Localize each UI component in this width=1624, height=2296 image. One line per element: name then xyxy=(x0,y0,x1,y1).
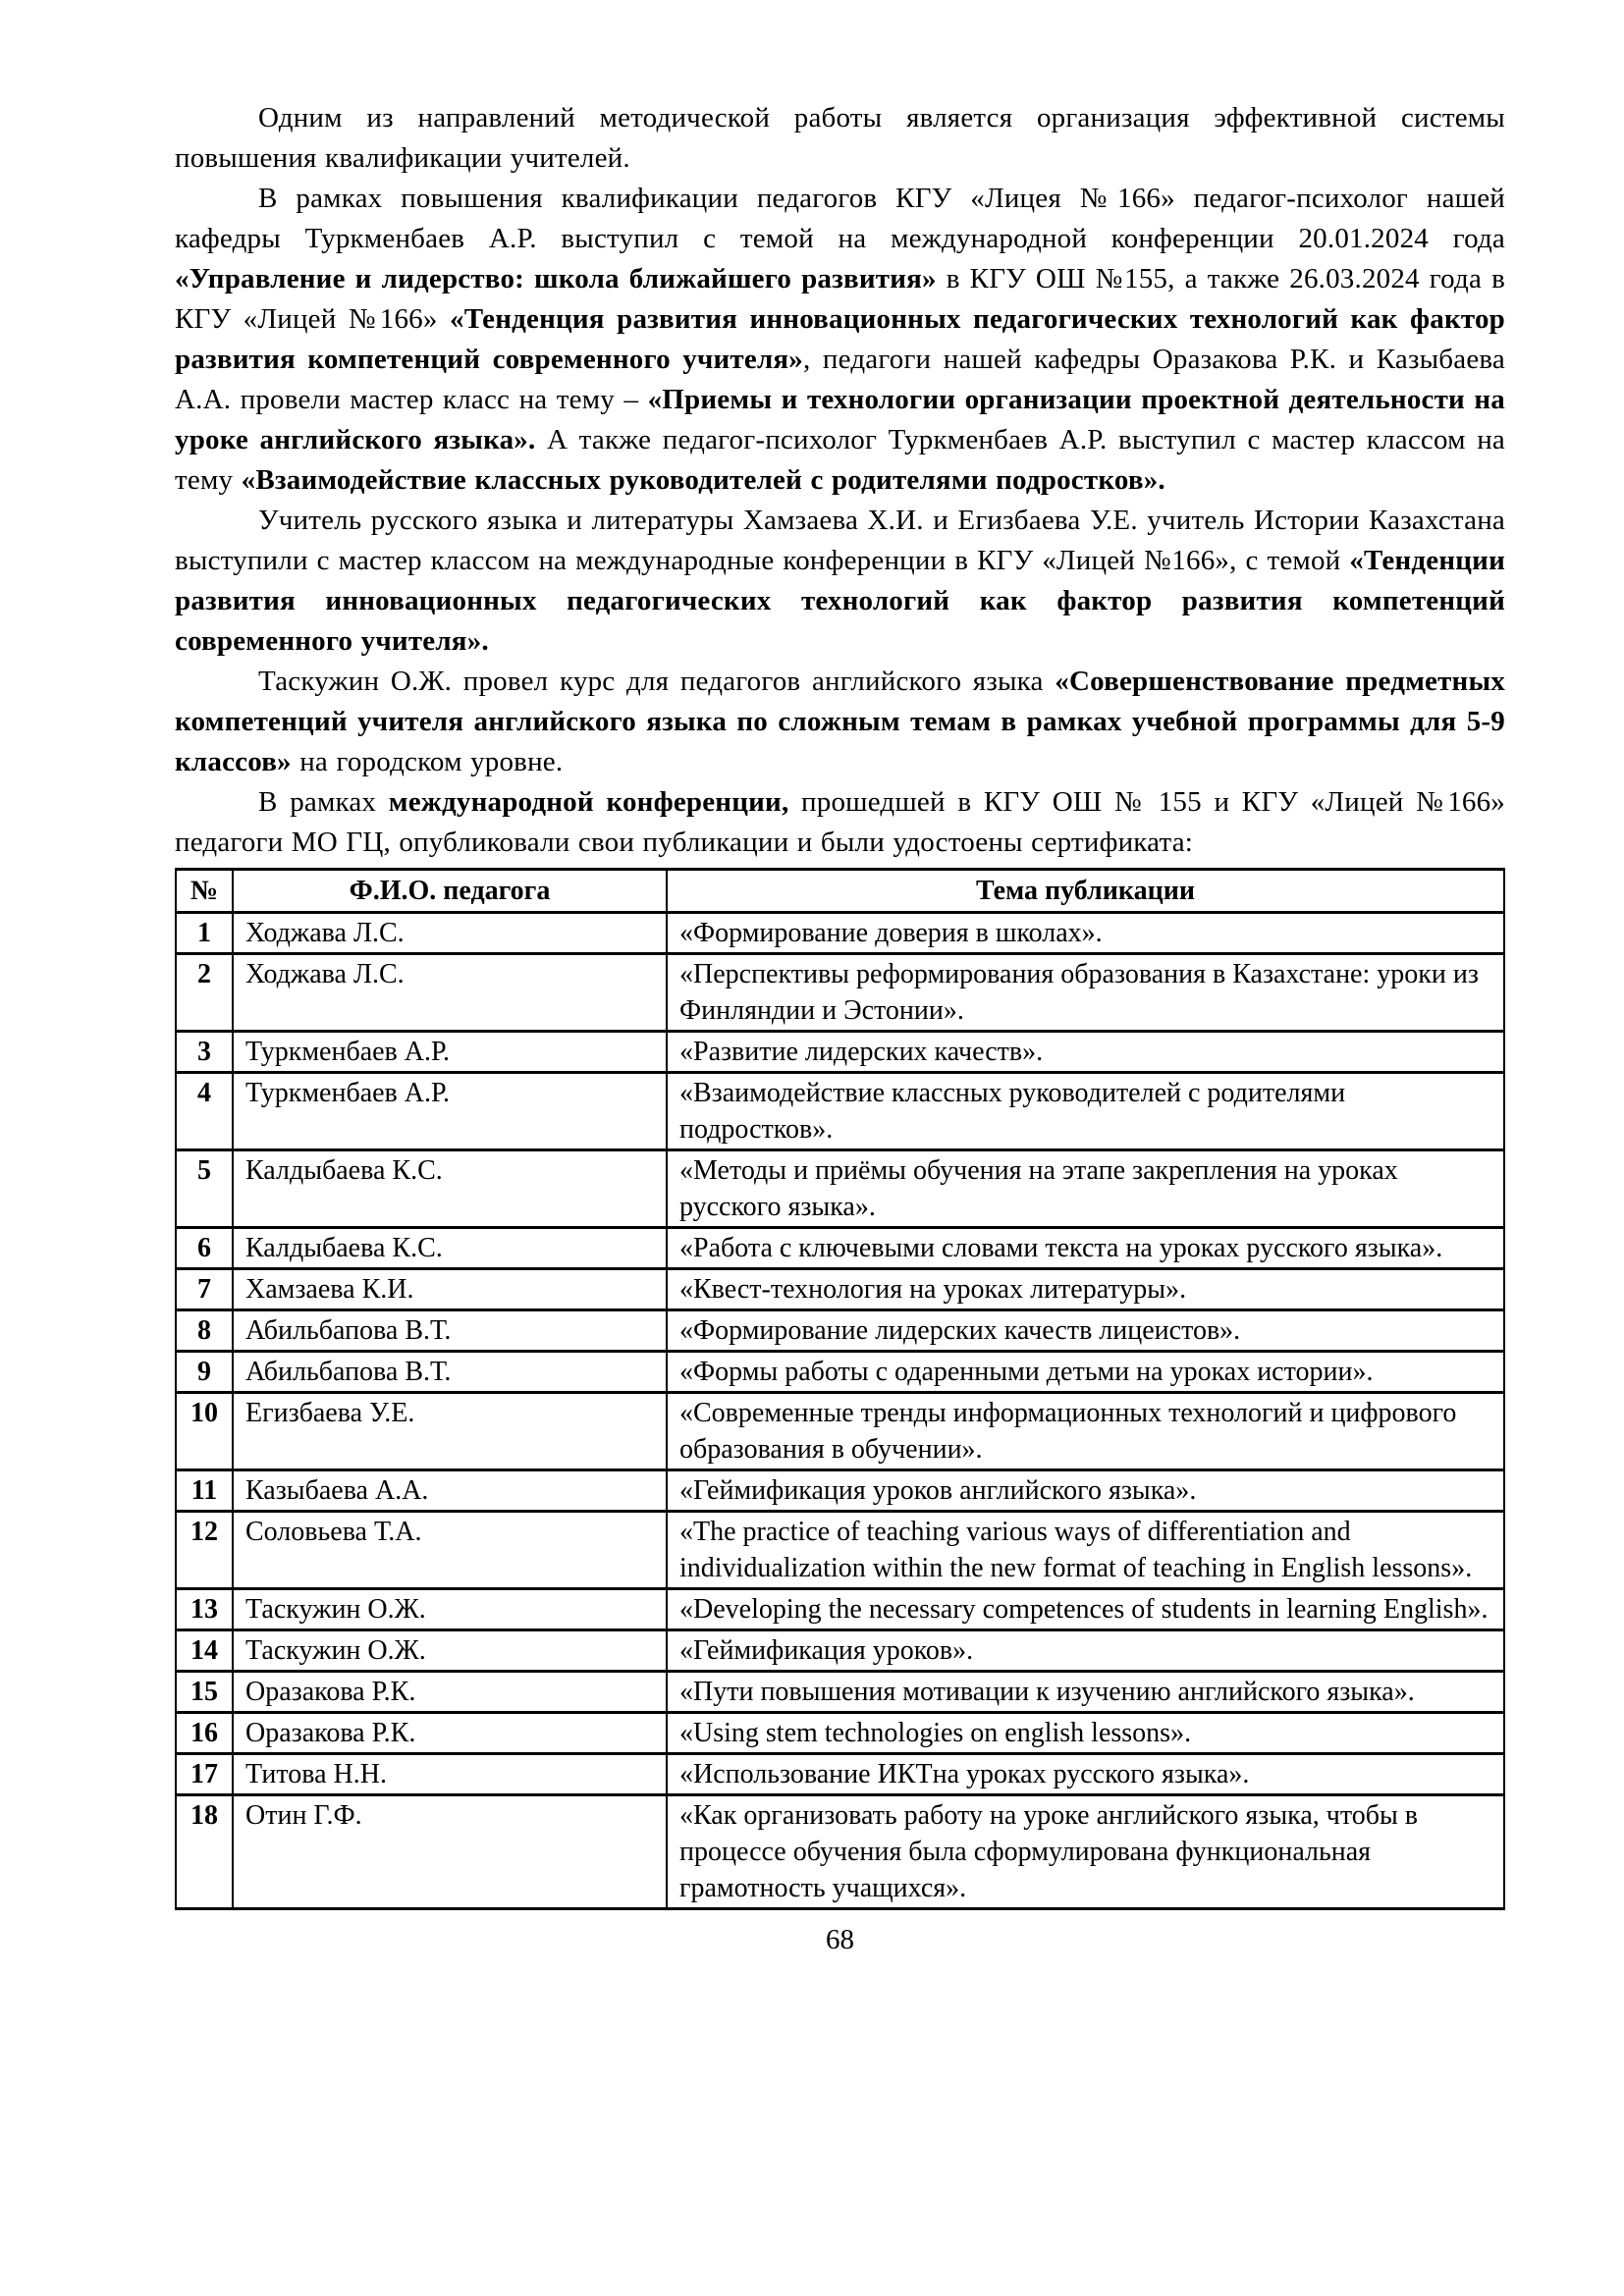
text-run: В рамках xyxy=(258,786,389,818)
publication-topic: «Развитие лидерских качеств». xyxy=(667,1032,1504,1073)
column-header-teacher: Ф.И.О. педагога xyxy=(233,870,667,913)
bold-text-run: «Управление и лидерство: школа ближайшего развития» xyxy=(175,263,937,294)
teacher-name: Казыбаева А.А. xyxy=(233,1470,667,1512)
table-row xyxy=(176,954,1504,1032)
table-row xyxy=(176,1073,1504,1150)
teacher-name: Егизбаева У.Е. xyxy=(233,1393,667,1470)
publication-topic: «Геймификация уроков английского языка». xyxy=(667,1470,1504,1512)
table-row xyxy=(176,1269,1504,1310)
row-number: 3 xyxy=(176,1032,233,1073)
row-number: 8 xyxy=(176,1310,233,1352)
publication-topic: «Формы работы с одаренными детьми на уроках истории». xyxy=(667,1352,1504,1393)
row-number: 15 xyxy=(176,1672,233,1713)
publication-topic: «Using stem technologies on english lessons». xyxy=(667,1713,1504,1754)
row-number: 11 xyxy=(176,1470,233,1512)
paragraph xyxy=(175,98,1505,179)
row-number: 16 xyxy=(176,1713,233,1754)
text-run: прошедшей в КГУ ОШ № 155 и КГУ «Лицей №166» педагоги МО ГЦ, опубликовали свои публикации и были удостоены сертификата: xyxy=(175,786,1505,858)
row-number: 6 xyxy=(176,1228,233,1269)
bold-text-run: международной конференции, xyxy=(388,786,789,818)
body-text xyxy=(175,98,1505,863)
teacher-name: Ходжава Л.С. xyxy=(233,954,667,1032)
table-row xyxy=(176,1470,1504,1512)
paragraph xyxy=(175,662,1505,782)
teacher-name: Калдыбаева К.С. xyxy=(233,1228,667,1269)
publication-topic: «Перспективы реформирования образования в Казахстане: уроки из Финляндии и Эстонии». xyxy=(667,954,1504,1032)
row-number: 14 xyxy=(176,1630,233,1672)
teacher-name: Туркменбаев А.Р. xyxy=(233,1032,667,1073)
text-run: Таскужин О.Ж. провел курс для педагогов английского языка xyxy=(258,666,1056,697)
table-row xyxy=(176,1589,1504,1630)
bold-text-run: «Приемы и технологии организации проектной деятельности на уроке английского языка». xyxy=(175,384,1506,455)
column-header-number: № xyxy=(176,870,233,913)
publication-topic: «Работа с ключевыми словами текста на уроках русского языка». xyxy=(667,1228,1504,1269)
paragraph xyxy=(175,179,1505,501)
paragraph xyxy=(175,501,1505,662)
teacher-name: Таскужин О.Ж. xyxy=(233,1589,667,1630)
table-row xyxy=(176,1150,1504,1228)
table-row xyxy=(176,1795,1504,1909)
table-row xyxy=(176,1310,1504,1352)
table-row xyxy=(176,1393,1504,1470)
publication-topic: «Пути повышения мотивации к изучению английского языка». xyxy=(667,1672,1504,1713)
publication-topic: «The practice of teaching various ways of differentiation and individualization within the new format of teaching in English lessons». xyxy=(667,1512,1504,1589)
bold-text-run: «Взаимодействие классных руководителей с родителями подростков». xyxy=(241,464,1165,496)
publication-topic: «Современные тренды информационных технологий и цифрового образования в обучении». xyxy=(667,1393,1504,1470)
row-number: 13 xyxy=(176,1589,233,1630)
table-row xyxy=(176,1672,1504,1713)
publications-table xyxy=(175,868,1505,1910)
row-number: 9 xyxy=(176,1352,233,1393)
text-run: А также педагог-психолог Туркменбаев А.Р. выступил с мастер классом на тему xyxy=(175,424,1506,496)
teacher-name: Отин Г.Ф. xyxy=(233,1795,667,1909)
publication-topic: «Квест-технология на уроках литературы». xyxy=(667,1269,1504,1310)
table-header xyxy=(176,870,1504,913)
row-number: 1 xyxy=(176,913,233,954)
row-number: 18 xyxy=(176,1795,233,1909)
teacher-name: Оразакова Р.К. xyxy=(233,1713,667,1754)
teacher-name: Титова Н.Н. xyxy=(233,1754,667,1795)
teacher-name: Хамзаева К.И. xyxy=(233,1269,667,1310)
table-row xyxy=(176,1228,1504,1269)
publication-topic: «Формирование лидерских качеств лицеистов». xyxy=(667,1310,1504,1352)
teacher-name: Таскужин О.Ж. xyxy=(233,1630,667,1672)
table-body xyxy=(176,913,1504,1909)
teacher-name: Ходжава Л.С. xyxy=(233,913,667,954)
text-run: Одним из направлений методической работы является организация эффективной системы повышения квалификации учителей. xyxy=(175,102,1505,174)
row-number: 2 xyxy=(176,954,233,1032)
table-row xyxy=(176,1630,1504,1672)
publication-topic: «Как организовать работу на уроке английского языка, чтобы в процессе обучения была сформулирована функциональная грамотность учащихся». xyxy=(667,1795,1504,1909)
paragraph xyxy=(175,782,1505,863)
publication-topic: «Формирование доверия в школах». xyxy=(667,913,1504,954)
publication-topic: «Developing the necessary competences of students in learning English». xyxy=(667,1589,1504,1630)
teacher-name: Абильбапова В.Т. xyxy=(233,1310,667,1352)
table-row xyxy=(176,1754,1504,1795)
teacher-name: Абильбапова В.Т. xyxy=(233,1352,667,1393)
table-header-row xyxy=(176,870,1504,913)
text-run: , педагоги нашей кафедры Оразакова Р.К. и Казыбаева А.А. провели мастер класс на тему – xyxy=(175,344,1505,415)
text-run: Учитель русского языка и литературы Хамзаева Х.И. и Егизбаева У.Е. учитель Истории Казахстана выступили с мастер классом на международные конференции в КГУ «Лицей №166», с темой xyxy=(175,505,1505,576)
text-run: на городском уровне. xyxy=(291,746,564,777)
bold-text-run: «Тенденции развития инновационных педагогических технологий как фактор развития компетенций современного учителя». xyxy=(175,545,1505,657)
row-number: 12 xyxy=(176,1512,233,1589)
table-row xyxy=(176,1713,1504,1754)
bold-text-run: «Тенденция развития инновационных педагогических технологий как фактор развития компетенций современного учителя» xyxy=(175,303,1505,375)
teacher-name: Соловьева Т.А. xyxy=(233,1512,667,1589)
text-run: в КГУ ОШ №155, а также 26.03.2024 года в КГУ «Лицей №166» xyxy=(175,263,1505,335)
publication-topic: «Использование ИКТна уроках русского языка». xyxy=(667,1754,1504,1795)
publication-topic: «Методы и приёмы обучения на этапе закрепления на уроках русского языка». xyxy=(667,1150,1504,1228)
table-row xyxy=(176,1032,1504,1073)
publication-topic: «Геймификация уроков». xyxy=(667,1630,1504,1672)
row-number: 7 xyxy=(176,1269,233,1310)
row-number: 5 xyxy=(176,1150,233,1228)
table-row xyxy=(176,1512,1504,1589)
row-number: 17 xyxy=(176,1754,233,1795)
teacher-name: Оразакова Р.К. xyxy=(233,1672,667,1713)
row-number: 10 xyxy=(176,1393,233,1470)
row-number: 4 xyxy=(176,1073,233,1150)
teacher-name: Калдыбаева К.С. xyxy=(233,1150,667,1228)
page-number: 68 xyxy=(826,1924,854,1955)
column-header-topic: Тема публикации xyxy=(667,870,1504,913)
table-row xyxy=(176,913,1504,954)
text-run: В рамках повышения квалификации педагогов КГУ «Лицея №166» педагог-психолог нашей кафедры Туркменбаев А.Р. выступил с темой на международной конференции 20.01.2024 года xyxy=(175,183,1505,254)
table-row xyxy=(176,1352,1504,1393)
publication-topic: «Взаимодействие классных руководителей с родителями подростков». xyxy=(667,1073,1504,1150)
bold-text-run: «Совершенствование предметных компетенций учителя английского языка по сложным темам в рамках учебной программы для 5-9 классов» xyxy=(175,666,1505,777)
teacher-name: Туркменбаев А.Р. xyxy=(233,1073,667,1150)
